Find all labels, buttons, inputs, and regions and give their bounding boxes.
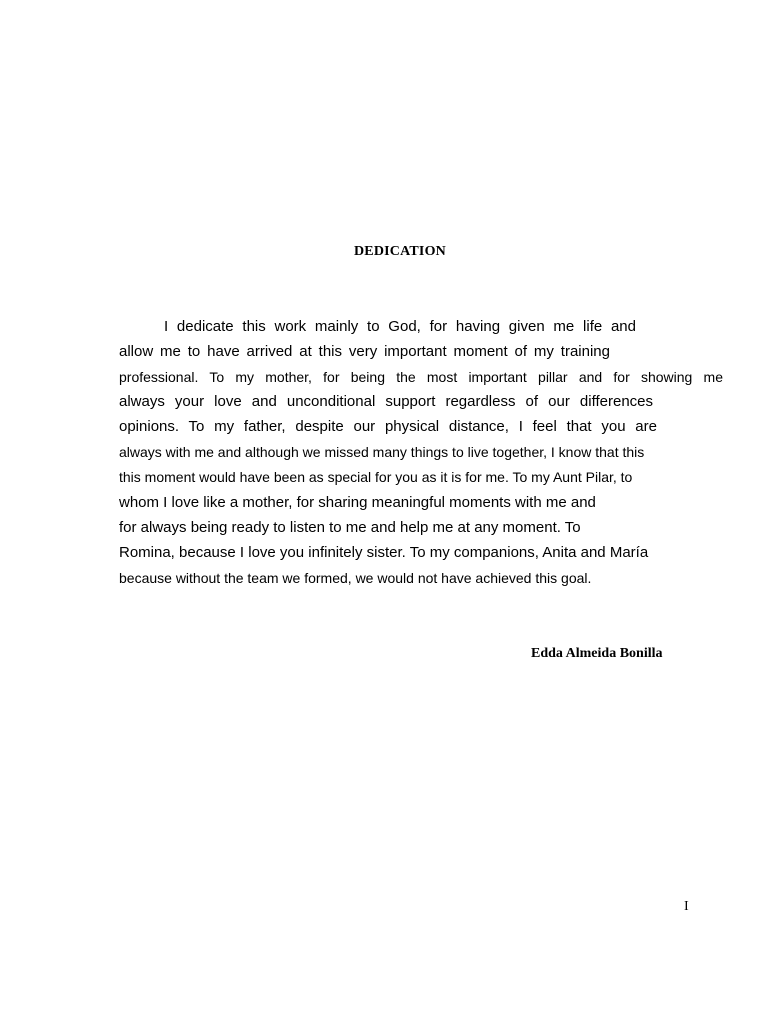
paragraph-line-3: professional. To my mother, for being the most important pillar and for showing me (119, 369, 723, 385)
paragraph-line-7: this moment would have been as special for you as it is for me. To my Aunt Pilar, to (119, 469, 633, 485)
page-number: I (684, 899, 689, 914)
paragraph-line-4: always your love and unconditional support regardless of our differences (119, 393, 653, 410)
paragraph-line-10: Romina, because I love you infinitely sister. To my companions, Anita and María (119, 544, 649, 561)
author-signature: Edda Almeida Bonilla (531, 646, 663, 661)
paragraph-line-2: allow me to have arrived at this very important moment of my training (119, 343, 610, 360)
paragraph-line-6: always with me and although we missed many things to live together, I know that this (119, 444, 645, 460)
paragraph-line-8: whom I love like a mother, for sharing meaningful moments with me and (119, 494, 596, 511)
paragraph-line-11: because without the team we formed, we would not have achieved this goal. (119, 570, 592, 586)
paragraph-line-5: opinions. To my father, despite our physical distance, I feel that you are (119, 418, 657, 435)
page-title: DEDICATION (354, 244, 446, 259)
paragraph-line-9: for always being ready to listen to me and help me at any moment. To (119, 519, 581, 536)
paragraph-line-1: I dedicate this work mainly to God, for having given me life and (164, 318, 636, 335)
